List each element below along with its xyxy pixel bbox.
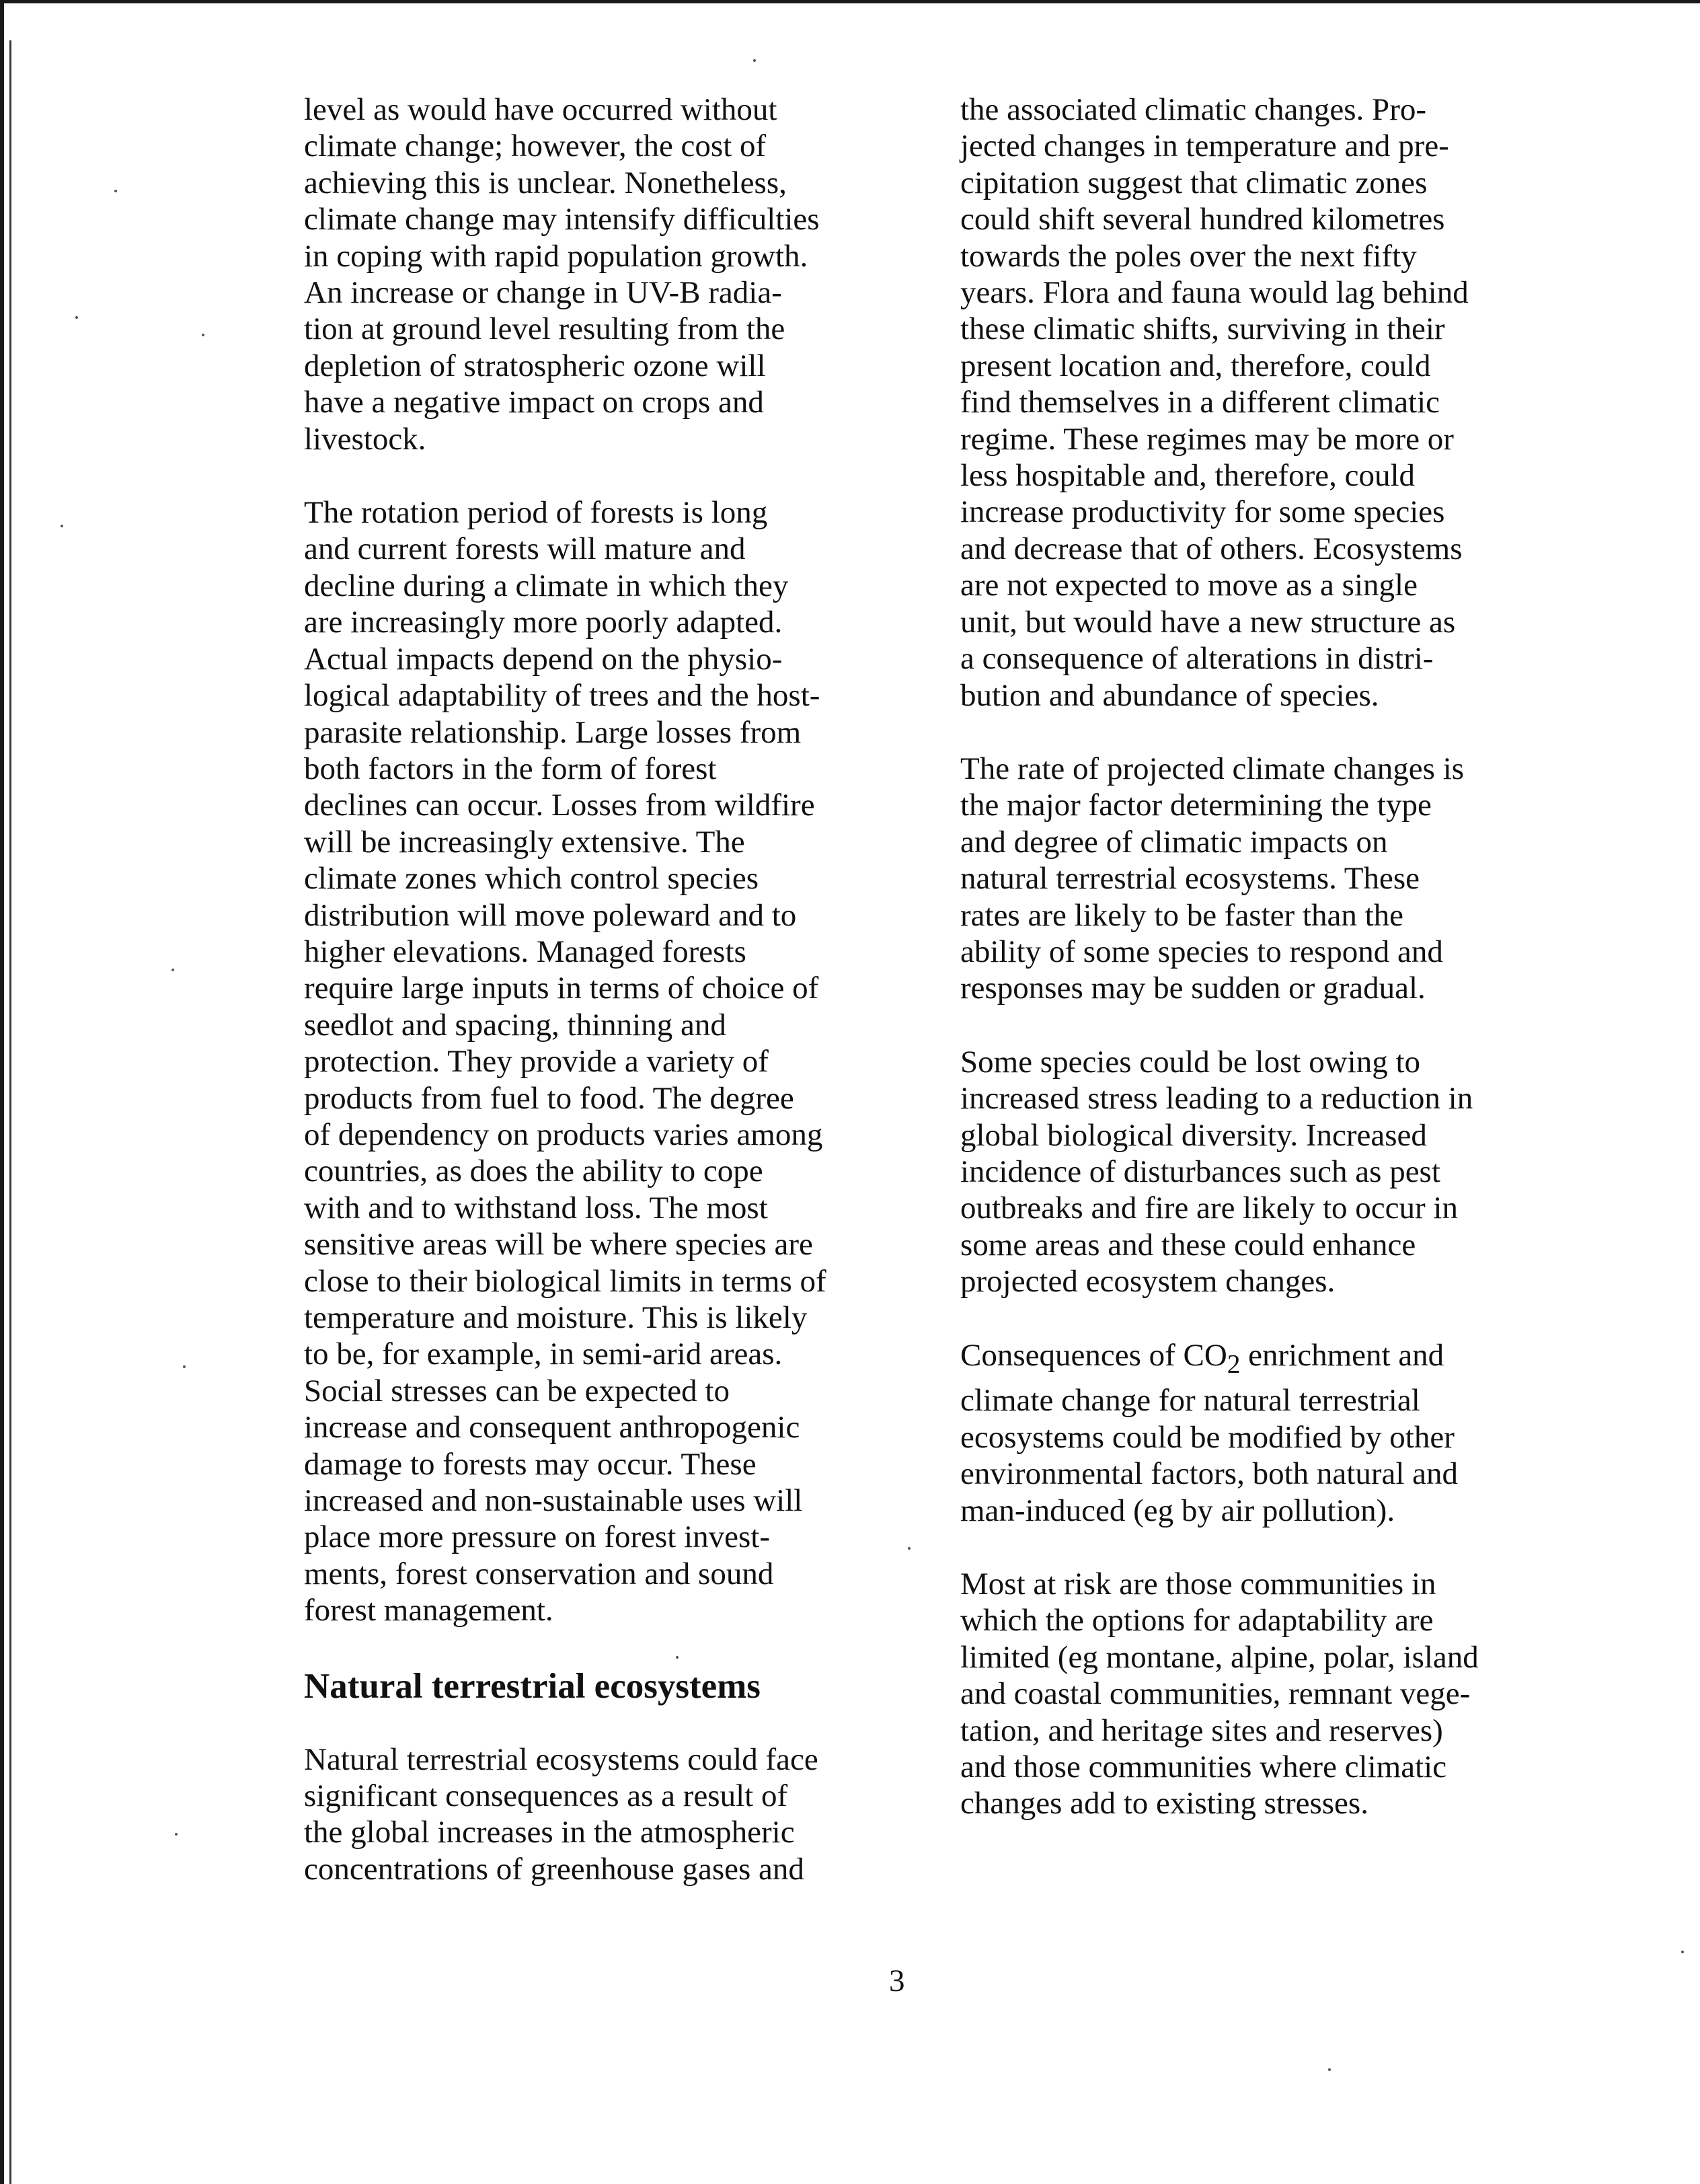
co2-subscript: 2 <box>1227 1349 1241 1378</box>
right-paragraph-5: Most at risk are those communities in which the options for adaptability are limited (eg montane, alpine, polar, island and coastal communities, remnant vege- tation, and heritage sites and reserves) and those communities where climatic changes add to existing stresses. <box>960 1567 1479 1821</box>
right-paragraph-3: Some species could be lost owing to increased stress leading to a reduction in global biological diversity. Increased incidence of disturbances such as pest outbreaks and fire are likely to occur in some areas and these could enhance projected ecosystem changes. <box>960 1044 1473 1300</box>
scan-speck <box>171 969 174 971</box>
right-column <box>960 91 1524 1859</box>
scan-speck <box>753 59 756 62</box>
scan-speck <box>114 190 117 192</box>
right-paragraph-1: the associated climatic changes. Pro- jected changes in temperature and pre- cipitation suggest that climatic zones could shift several hundred kilometres towards the poles over the next fifty years. Flora and fauna would lag behind these climatic shifts, surviving in their present location and, therefore, could find themselves in a different climatic regime. These regimes may be more or less hospitable and, therefore, could increase productivity for some species and decrease that of others. Ecosystems are not expected to move as a single unit, but would have a new structure as a consequence of alterations in distri- bution and abundance of species. <box>960 92 1469 713</box>
scan-speck <box>1681 1951 1684 1953</box>
right-paragraph-2: The rate of projected climate changes is the major factor determining the type and degree of climatic impacts on natural terrestrial ecosystems. These rates are likely to be faster than the ability of some species to respond and responses may be sudden or gradual. <box>960 751 1465 1006</box>
left-paragraph-3: Natural terrestrial ecosystems could face significant consequences as a result of the global increases in the atmospheric concentrations of greenhouse gases and <box>304 1741 818 1887</box>
co2-suffix: enrichment and climate change for natural terrestrial ecosystems could be modified by other environmental factors, both natural and man-induced (eg by air pollution). <box>960 1337 1458 1528</box>
scan-speck <box>183 1365 186 1368</box>
scan-speck <box>61 525 63 527</box>
scan-left-edge <box>0 0 4 2184</box>
scan-speck <box>175 1833 178 1836</box>
left-column <box>304 91 882 1924</box>
page-number: 3 <box>889 1963 905 1998</box>
scan-top-edge <box>0 0 1700 3</box>
scan-speck <box>75 316 78 319</box>
left-paragraph-2: The rotation period of forests is long and current forests will mature and decline during a climate in which they are increasingly more poorly adapted. Actual impacts depend on the physio- logical adaptability of trees and the host- parasite relationship. Large losses from both factors in the form of forest declines can occur. Losses from wildfire will be increasingly extensive. The climate zones which control species distribution will move poleward and to higher elevations. Managed forests require large inputs in terms of choice of seedlot and spacing, thinning and protection. They provide a variety of products from fuel to food. The degree of dependency on products varies among countries, as does the ability to cope with and to withstand loss. The most sensitive areas will be where species are close to their biological limits in terms of temperature and moisture. This is likely to be, for example, in semi-arid areas. Social stresses can be expected to increase and consequent anthropogenic damage to forests may occur. These increased and non-sustainable uses will place more pressure on forest invest- ments, forest conservation and sound forest management. <box>304 495 826 1628</box>
scan-speck <box>1328 2068 1331 2071</box>
left-paragraph-1: level as would have occurred without climate change; however, the cost of achieving this is unclear. Nonetheless, climate change may intensify difficulties in coping with rapid population growth. An increase or change in UV-B radia- tion at ground level resulting from the depletion of stratospheric ozone will have a negative impact on crops and livestock. <box>304 92 820 457</box>
scan-speck <box>202 334 204 336</box>
scan-speck <box>908 1547 911 1550</box>
scan-left-edge-inner <box>9 40 11 2184</box>
co2-prefix: Consequences of CO <box>960 1337 1227 1373</box>
section-heading: Natural terrestrial ecosystems <box>304 1666 761 1706</box>
right-paragraph-4 <box>960 1337 1524 1529</box>
